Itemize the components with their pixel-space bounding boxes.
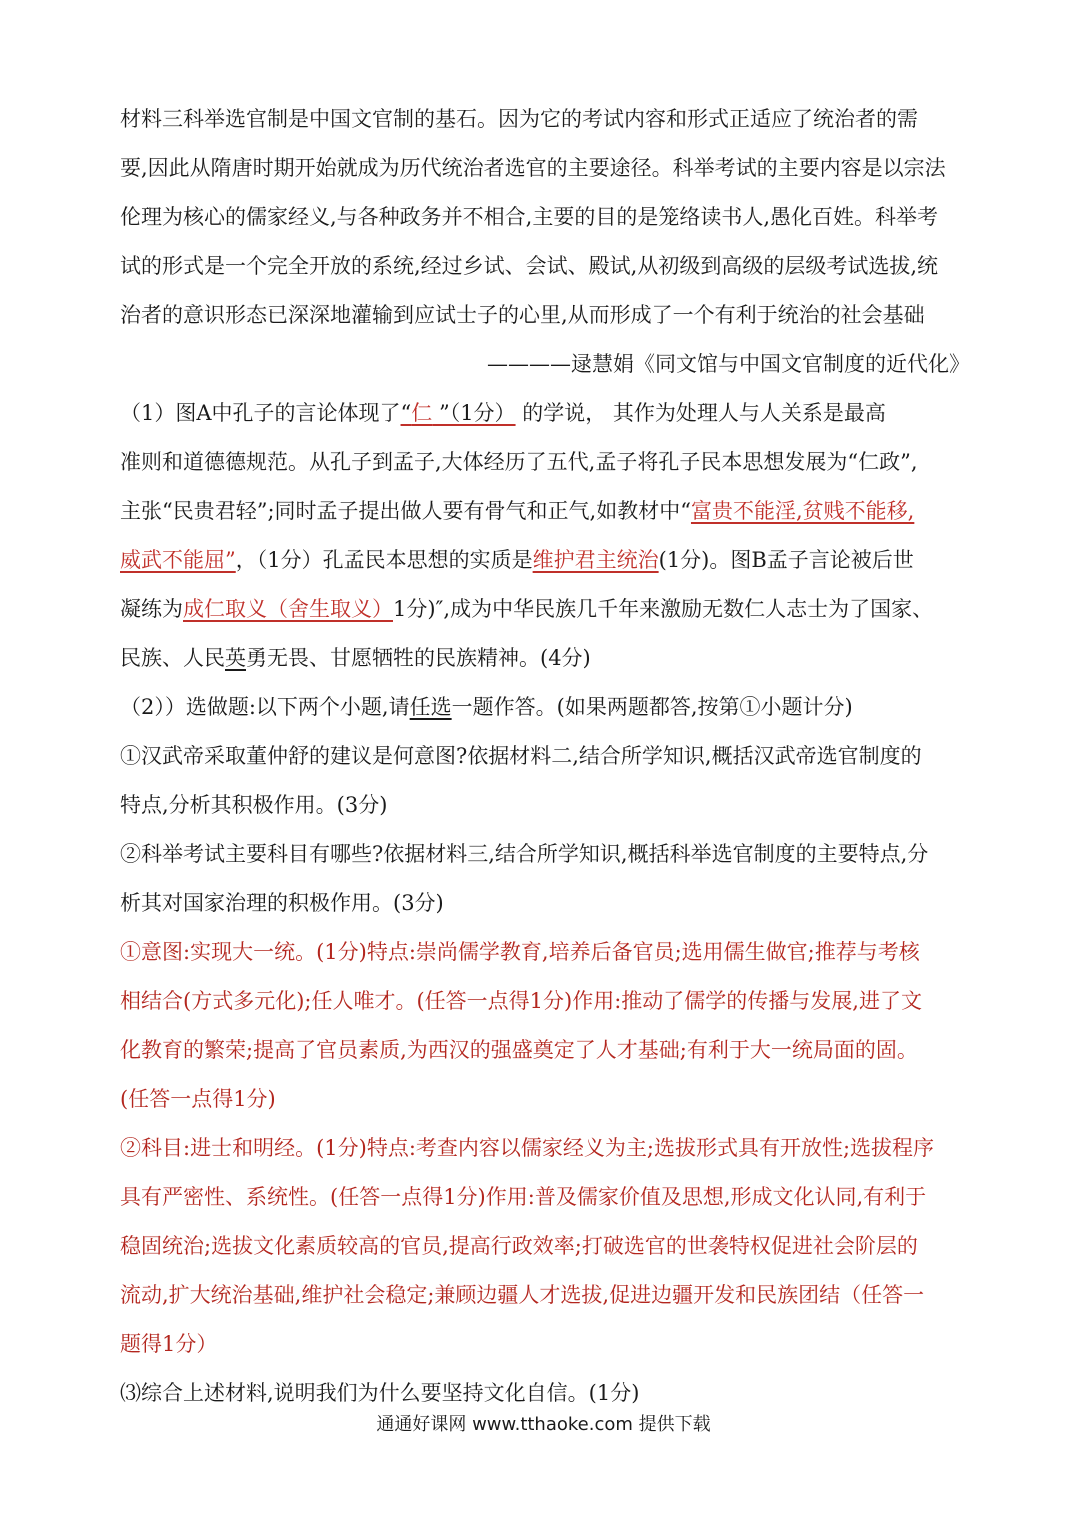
q2-option1-line-1: ①汉武帝采取董仲舒的建议是何意图?依据材料二,结合所学知识,概括汉武帝选官制度的 <box>120 744 922 768</box>
q1-line-6 <box>120 634 982 683</box>
q1-answer-ren: 仁 <box>411 401 433 425</box>
answer2-line-1: ②科目:进士和明经。(1分)特点:考查内容以儒家经义为主;选拔形式具有开放性;选拔程序 <box>120 1136 935 1160</box>
q1-line-4 <box>120 536 982 585</box>
q2-option2-line-2: 析其对国家治理的积极作用。(3分) <box>120 891 444 915</box>
document-body <box>120 95 982 1418</box>
material3-source: ————逯慧娟《同文馆与中国文官制度的近代化》 <box>487 352 970 376</box>
q1-text: ，（1分）孔孟民本思想的实质是 <box>235 548 533 572</box>
q1-quote-open: “ <box>400 401 412 425</box>
answer1-line-4: (任答一点得1分) <box>120 1087 276 1111</box>
q1-text: 民族、人民 <box>120 646 225 670</box>
q1-text: 勇无畏、甘愿牺牲的民族精神。(4分) <box>246 646 591 670</box>
q2-underlined: 任选 <box>409 695 452 719</box>
q1-text: （1）图A中孔子的言论体现了 <box>120 401 401 425</box>
material3-line-2: 要,因此从隋唐时期开始就成为历代统治者选官的主要途径。科举考试的主要内容是以宗法 <box>120 156 946 180</box>
q3-line: ⑶综合上述材料,说明我们为什么要坚持文化自信。(1分) <box>120 1381 640 1405</box>
q1-answer-essence: 维护君主统治 <box>532 548 659 572</box>
q1-underlined-char: 英 <box>225 646 246 670</box>
q1-text: (1分)。图B孟子言论被后世 <box>658 548 914 572</box>
q2-line-1 <box>120 683 982 732</box>
material3-line-3: 伦理为核心的儒家经义,与各种政务并不相合,主要的目的是笼络读书人,愚化百姓。科举考 <box>120 205 939 229</box>
q2-option1-line-2: 特点,分析其积极作用。(3分) <box>120 793 388 817</box>
q1-answer-quote: 富贵不能淫,贫贱不能移, <box>690 499 915 523</box>
answer1-line-3: 化教育的繁荣;提高了官员素质,为西汉的强盛奠定了人才基础;有利于大一统局面的固。 <box>120 1038 918 1062</box>
q1-line-5 <box>120 585 982 634</box>
answer1-line-1: ①意图:实现大一统。(1分)特点:崇尚儒学教育,培养后备官员;选用儒生做官;推荐与考核 <box>120 940 920 964</box>
q1-text: 1分)″,成为中华民族几千年来激励无数仁人志士为了国家、 <box>393 597 934 621</box>
answer2-line-4: 流动,扩大统治基础,维护社会稳定;兼顾边疆人才选拔,促进边疆开发和民族团结（任答一 <box>120 1283 925 1307</box>
answer2-line-5: 题得1分） <box>120 1332 218 1356</box>
q2-option2-line-1: ②科举考试主要科目有哪些?依据材料三,结合所学知识,概括科举选官制度的主要特点,分 <box>120 842 929 866</box>
q1-blank <box>401 401 516 425</box>
material3-line-1: 材料三科举选官制是中国文官制的基石。因为它的考试内容和形式正适应了统治者的需 <box>120 107 918 131</box>
material3-line-5: 治者的意识形态已深深地灌输到应试士子的心里,从而形成了一个有利于统治的社会基础 <box>120 303 925 327</box>
answer2-line-3: 稳固统治;选拔文化素质较高的官员,提高行政效率;打破选官的世袭特权促进社会阶层的 <box>120 1234 918 1258</box>
q1-text: 主张“民贵君轻”;同时孟子提出做人要有骨气和正气,如教材中“ <box>120 499 691 523</box>
q1-answer-idiom: 成仁取义（舍生取义） <box>183 597 393 621</box>
q1-text: 凝练为 <box>120 597 183 621</box>
q1-line-3 <box>120 487 982 536</box>
q1-text: 的学说， 其作为处理人与人关系是最高 <box>515 401 886 425</box>
footer-download-note: 通通好课网 www.tthaoke.com 提供下载 <box>376 1414 711 1435</box>
q2-text: 一题作答。(如果两题都答,按第①小题计分) <box>451 695 853 719</box>
q1-line-2: 准则和道德德规范。从孔子到孟子,大体经历了五代,孟子将孔子民本思想发展为“仁政”, <box>120 450 918 474</box>
q1-quote-close: ”（1分） <box>432 401 516 425</box>
q2-text: （2））选做题:以下两个小题,请 <box>120 695 410 719</box>
q1-line-1 <box>120 389 982 438</box>
answer1-line-2: 相结合(方式多元化);任人唯才。(任答一点得1分)作用:推动了儒学的传播与发展,进了文 <box>120 989 922 1013</box>
material3-line-4: 试的形式是一个完全开放的系统,经过乡试、会试、殿试,从初级到高级的层级考试选拔,统 <box>120 254 939 278</box>
q1-answer-quote-end: 威武不能屈” <box>120 548 236 572</box>
answer2-line-2: 具有严密性、系统性。(任答一点得1分)作用:普及儒家价值及思想,形成文化认同,有利于 <box>120 1185 927 1209</box>
